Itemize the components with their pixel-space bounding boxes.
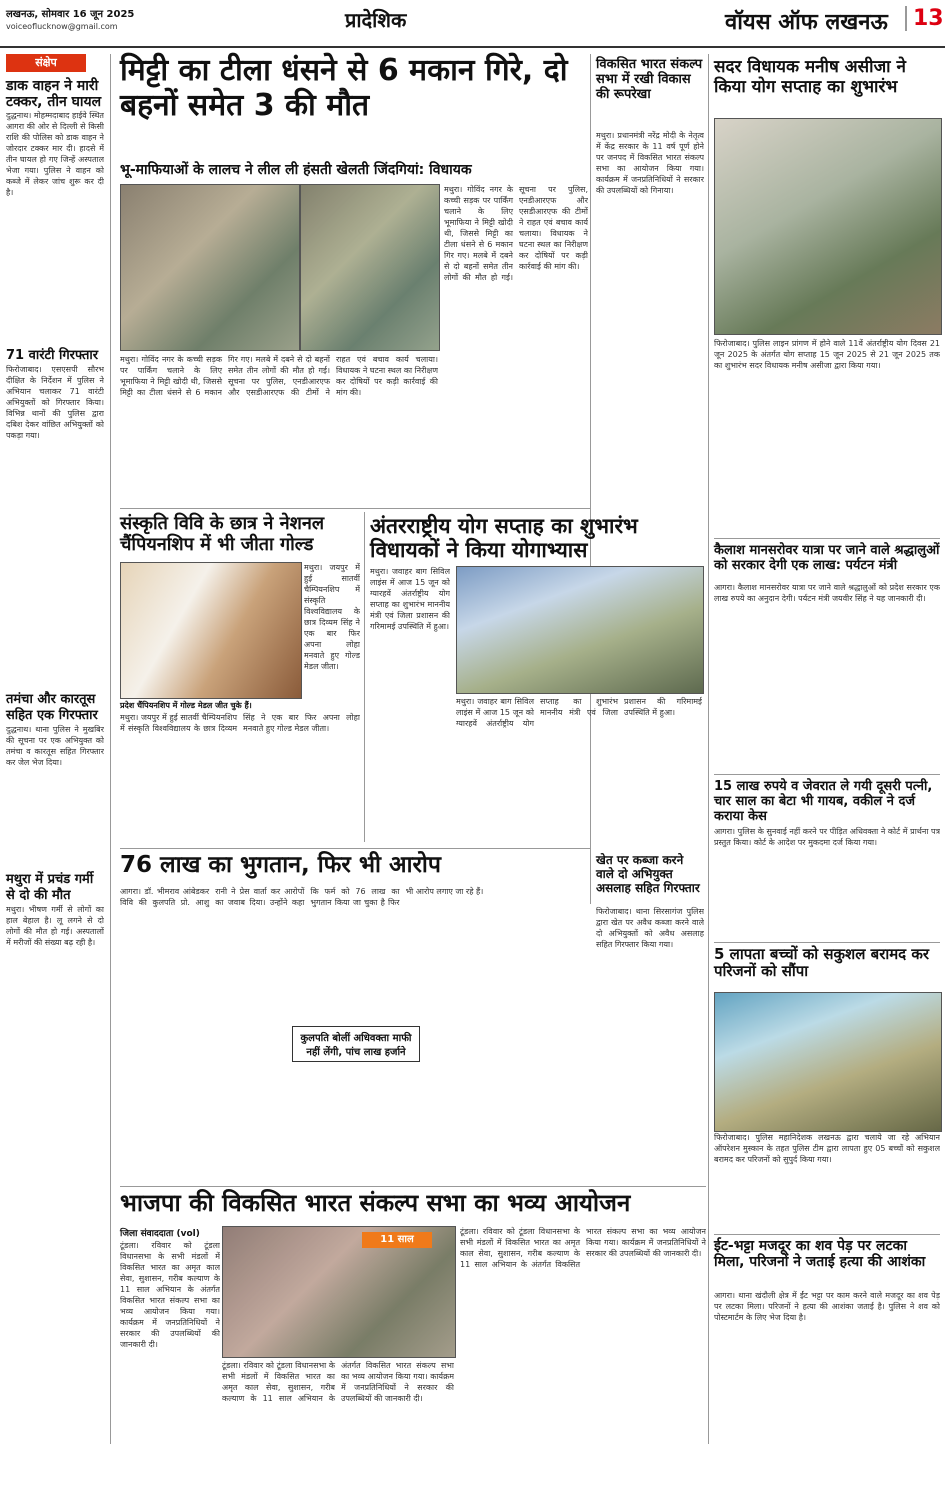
- date-line: लखनऊ, सोमवार 16 जून 2025: [6, 9, 135, 20]
- right-top-text: फिरोजाबाद। पुलिस लाइन प्रांगण में होने वाले 11वें अंतर्राष्ट्रीय योग दिवस 21 जून 2025 के अंतर्गत योग सप्ताह 15 जून 2025 से 21 जून 2025 तक का शुभारंभ सदर विधायक मनीष असीजा द्वारा किया गया।: [714, 339, 940, 370]
- sidebar: [6, 78, 104, 1158]
- lead-deck: भू-माफियाओं के लालच ने लील ली हंसती खेलती जिंदगियां: विधायक: [120, 162, 472, 178]
- brief-tag: संक्षेप: [6, 54, 86, 72]
- sanskriti-text: मथुरा। जयपुर में हुई सातवीं चैम्पियनशिप में संस्कृति विश्वविद्यालय के छात्र दिव्यम सिंह ने एक बार फिर अपना लोहा मनवाते हुए गोल्ड मेडल जीता।: [304, 563, 360, 671]
- labour-headline: ईट-भट्टा मजदूर का शव पेड़ पर लटका मिला, परिजनों ने जताई हत्या की आशंका: [714, 1238, 926, 1271]
- brief-title-3: तमंचा और कारतूस सहित एक गिरफ्तार: [6, 692, 98, 723]
- brief-text-2: फिरोजाबाद। एसएसपी सौरभ दीक्षित के निर्देशन में पुलिस ने अभियान चलाकर 71 वारंटी अभियुक्तों को गिरफ्तार किया। विभिन्न थानों की पुलिस द्वारा दबिश देकर वांछित अभियुक्तों को पकड़ा गया।: [6, 365, 104, 440]
- missing-headline: 15 लाख रुपये व जेवरात ले गयी दूसरी पत्नी, चार साल का बेटा भी गायब, वकील ने दर्ज कराया केस: [714, 779, 933, 824]
- lead-photo-1: [120, 184, 300, 351]
- payment-pullquote: कुलपति बोलीं अधिवक्ता माफी नहीं लेंगी, पांच लाख हर्जाने: [292, 1026, 420, 1062]
- missing-text: आगरा। पुलिस के सुनवाई नहीं करने पर पीड़ित अधिवक्ता ने कोर्ट में प्रार्थना पत्र प्रस्तुत किया। कोर्ट के आदेश पर मुकदमा दर्ज किया गया।: [714, 827, 940, 847]
- kailash-headline: कैलाश मानसरोवर यात्रा पर जाने वाले श्रद्धालुओं को सरकार देगी एक लाख: पर्यटन मंत्री: [714, 543, 940, 573]
- column-headline: विकसित भारत संकल्प सभा में रखी विकास की रूपरेखा: [596, 57, 703, 102]
- payment-text: आगरा। डॉ. भीमराव आंबेडकर विवि की कुलपति प्रो. आशु रानी ने प्रेस वार्ता कर आरोपों का जवाब दिया। उन्होंने कहा कि फर्म को 76 लाख का भुगतान किया जा चुका है फिर भी आरोप लगाए जा रहे हैं।: [120, 887, 484, 907]
- lead-text: मथुरा। गोविंद नगर के कच्ची सड़क पर पार्किंग चलाने के लिए भूमाफिया ने मिट्टी खोदी थी, जिससे मिट्टी का टीला धंसने से 6 मकान गिर गए। मलबे में दबने से दो बहनों समेत तीन लोगों की मौत हो गई। सूचना पर पुलिस, एनडीआरएफ और एसडीआरएफ की टीमों ने राहत एवं बचाव कार्य चलाया। विधायक ने घटना स्थल का निरीक्षण कर दोषियों पर कड़ी कार्रवाई की मांग की।: [120, 355, 438, 397]
- section-title: प्रादेशिक: [345, 8, 407, 32]
- children-photo: [714, 992, 942, 1132]
- brief-title-4: मथुरा में प्रचंड गर्मी से दो की मौत: [6, 872, 94, 903]
- bjp-text-1: टूंडला। रविवार को टूंडला विधानसभा के सभी मंडलों में विकसित भारत का अमृत काल सेवा, सुशासन, गरीब कल्याण के 11 साल अभियान के अंतर्गत विकसित भारत संकल्प सभा का भव्य आयोजन किया गया। कार्यक्रम में जनप्रतिनिधियों ने सरकार की उपलब्धियों की जानकारी दी।: [120, 1241, 220, 1349]
- lead-photo-2: [300, 184, 440, 351]
- sanskriti-text-cont: मथुरा। जयपुर में हुई सातवीं चैम्पियनशिप में संस्कृति विश्वविद्यालय के छात्र दिव्यम सिंह ने एक बार फिर अपना लोहा मनवाते हुए गोल्ड मेडल जीता।: [120, 713, 360, 733]
- brief-text-4: मथुरा। भीषण गर्मी से लोगों का हाल बेहाल है। लू लगने से दो लोगों की मौत हो गई। अस्पतालों में मरीजों की संख्या बढ़ रही है।: [6, 905, 104, 947]
- brief-title-2: 71 वारंटी गिरफ्तार: [6, 348, 99, 363]
- yoga-text-cont: मथुरा। जवाहर बाग सिविल लाइंस में आज 15 जून को ग्यारहवें अंतर्राष्ट्रीय योग सप्ताह का शुभारंभ माननीय मंत्री एवं जिला प्रशासन की गरिमामई उपस्थिति में हुआ।: [456, 697, 702, 728]
- bjp-headline: भाजपा की विकसित भारत संकल्प सभा का भव्य आयोजन: [120, 1189, 631, 1217]
- brief-title-1: डाक वाहन ने मारी टक्कर, तीन घायल: [6, 78, 102, 110]
- sanskriti-photo: [120, 562, 302, 699]
- column-text: मथुरा। प्रधानमंत्री नरेंद्र मोदी के नेतृत्व में केंद्र सरकार के 11 वर्ष पूर्ण होने पर जनपद में विकसित भारत संकल्प सभा का आयोजन किया गया। कार्यक्रम में जनप्रतिनिधियों ने सरकार की उपलब्धियों को गिनाया।: [596, 131, 704, 195]
- right-top-headline: सदर विधायक मनीष असीजा ने किया योग सप्ताह का शुभारंभ: [714, 57, 906, 97]
- masthead: [0, 0, 945, 48]
- brief-text-3: दुद्धनाथ। थाना पुलिस ने मुखबिर की सूचना पर एक अभियुक्त को तमंचा व कारतूस सहित गिरफ्तार कर जेल भेज दिया।: [6, 725, 104, 767]
- bjp-text-2: टूंडला। रविवार को टूंडला विधानसभा के सभी मंडलों में विकसित भारत का अमृत काल सेवा, सुशासन, गरीब कल्याण के 11 साल अभियान के अंतर्गत विकसित भारत संकल्प सभा का भव्य आयोजन किया गया। कार्यक्रम में जनप्रतिनिधियों ने सरकार की उपलब्धियों की जानकारी दी।: [222, 1361, 454, 1403]
- bjp-text-3: टूंडला। रविवार को टूंडला विधानसभा के सभी मंडलों में विकसित भारत का अमृत काल सेवा, सुशासन, गरीब कल्याण के 11 साल अभियान के अंतर्गत विकसित भारत संकल्प सभा का भव्य आयोजन किया गया। कार्यक्रम में जनप्रतिनिधियों ने सरकार की उपलब्धियों की जानकारी दी।: [460, 1227, 706, 1269]
- right-top-photo: [714, 118, 942, 335]
- page-number: 13: [905, 6, 944, 31]
- land-headline: खेत पर कब्जा करने वाले दो अभियुक्त असलाह सहित गिरफ्तार: [596, 853, 700, 895]
- children-headline: 5 लापता बच्चों को सकुशल बरामद कर परिजनों को सौंपा: [714, 945, 930, 981]
- yoga-text: मथुरा। जवाहर बाग सिविल लाइंस में आज 15 जून को ग्यारहवें अंतर्राष्ट्रीय योग सप्ताह का शुभारंभ माननीय मंत्री एवं जिला प्रशासन की गरिमामई उपस्थिति में हुआ।: [370, 567, 450, 631]
- kailash-text: आगरा। कैलाश मानसरोवर यात्रा पर जाने वाले श्रद्धालुओं को प्रदेश सरकार एक लाख रुपये का अनुदान देगी। पर्यटन मंत्री जयवीर सिंह ने यह जानकारी दी।: [714, 583, 940, 603]
- payment-headline: 76 लाख का भुगतान, फिर भी आरोप: [120, 852, 441, 878]
- sanskriti-headline: संस्कृति विवि के छात्र ने नेशनल चैंपियनशिप में भी जीता गोल्ड: [120, 513, 325, 555]
- brand-logo: वॉयस ऑफ लखनऊ: [725, 10, 888, 35]
- bjp-dateline: जिला संवाददाता (vol): [120, 1229, 200, 1239]
- lead-headline: मिट्टी का टीला धंसने से 6 मकान गिरे, दो बहनों समेत 3 की मौत: [120, 53, 568, 123]
- yoga-photo: [456, 566, 704, 694]
- sanskriti-caption: प्रदेश चैंपियनशिप में गोल्ड मेडल जीत चुके हैं।: [120, 701, 252, 710]
- children-text: फिरोजाबाद। पुलिस महानिदेशक लखनऊ द्वारा चलाये जा रहे अभियान ऑपरेशन मुस्कान के तहत पुलिस टीम द्वारा लापता हुए 05 बच्चों को सकुशल बरामद कर परिजनों को सुपुर्द किया गया।: [714, 1133, 940, 1164]
- land-text: फिरोजाबाद। थाना सिरसागंज पुलिस द्वारा खेत पर अवैध कब्जा करने वाले दो अभियुक्तों को अवैध असलाह सहित गिरफ्तार किया गया।: [596, 907, 704, 949]
- bjp-banner-number: 11 साल: [362, 1232, 432, 1248]
- email: voiceoflucknow@gmail.com: [6, 22, 118, 31]
- lead-text-cont: मथुरा। गोविंद नगर के कच्ची सड़क पर पार्किंग चलाने के लिए भूमाफिया ने मिट्टी खोदी थी, जिससे मिट्टी का टीला धंसने से 6 मकान गिर गए। मलबे में दबने से दो बहनों समेत तीन लोगों की मौत हो गई। सूचना पर पुलिस, एनडीआरएफ और एसडीआरएफ की टीमों ने राहत एवं बचाव कार्य चलाया। विधायक ने घटना स्थल का निरीक्षण कर दोषियों पर कड़ी कार्रवाई की मांग की।: [444, 185, 588, 282]
- yoga-headline: अंतरराष्ट्रीय योग सप्ताह का शुभारंभ विधायकों ने किया योगाभ्यास: [370, 514, 638, 563]
- labour-text: आगरा। थाना खंदौली क्षेत्र में ईंट भट्टा पर काम करने वाले मजदूर का शव पेड़ पर लटका मिला। परिजनों ने हत्या की आशंका जताई है। पुलिस ने शव को पोस्टमार्टम के लिए भेज दिया है।: [714, 1291, 940, 1322]
- brief-text-1: दुद्धनाथ। मोहम्मदाबाद हाईवे स्थित आगरा की ओर से दिल्ली से किसी राशि की पोलिस को डाक वाहन ने जोरदार टक्कर मार दी। हादसे में तीन घायल हो गए जिन्हें अस्पताल भेजा गया। पुलिस ने वाहन को कब्जे में लेकर जांच शुरू कर दी है।: [6, 111, 104, 197]
